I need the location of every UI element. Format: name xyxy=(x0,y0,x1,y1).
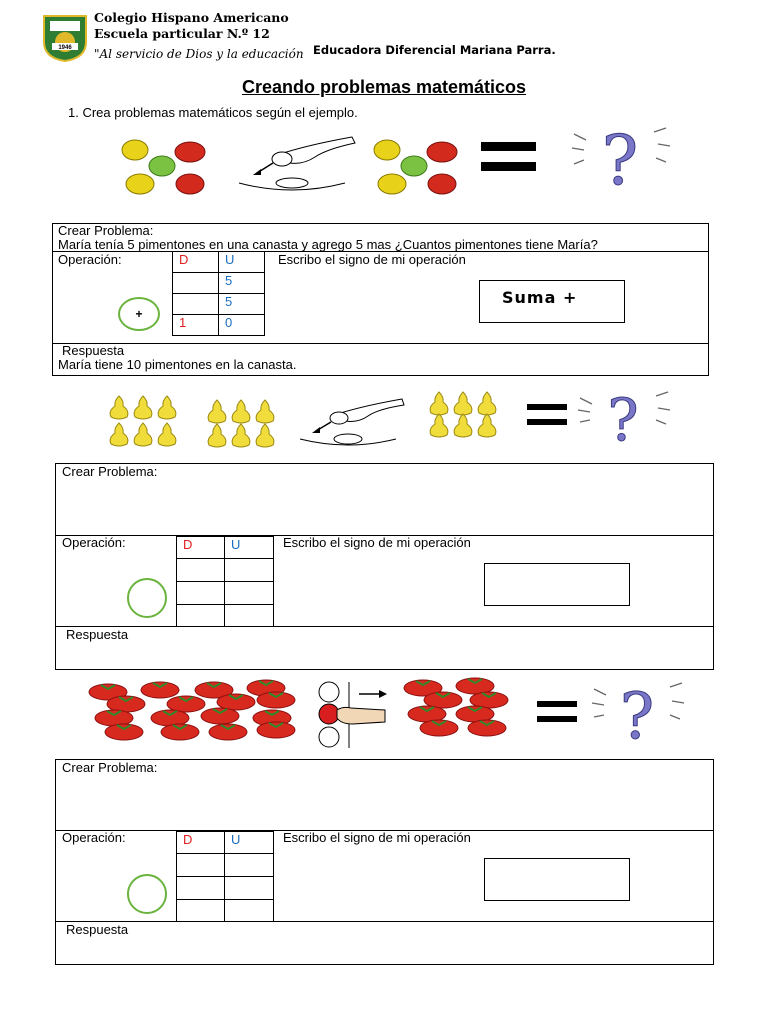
sign-prompt: Escribo el signo de mi operación xyxy=(278,252,466,267)
question-mark-icon xyxy=(576,386,671,454)
school-subtitle: Escuela particular N.º 12 xyxy=(94,26,270,41)
pear-icon xyxy=(208,400,226,423)
pear-icon xyxy=(256,424,274,447)
du-cell-d[interactable] xyxy=(177,559,225,582)
du-table[interactable] xyxy=(176,536,274,627)
question-mark-icon xyxy=(570,122,670,201)
du-cell-d[interactable] xyxy=(177,854,225,877)
tomato-icon xyxy=(420,720,458,736)
school-logo xyxy=(42,14,88,62)
tomato-icon xyxy=(151,710,189,726)
school-name: Colegio Hispano Americano xyxy=(94,10,289,25)
pear-icon xyxy=(478,392,496,415)
du-cell-u[interactable] xyxy=(225,582,274,605)
operation-sign-circle xyxy=(118,297,160,331)
sign-answer-box[interactable] xyxy=(484,858,630,901)
respuesta-label: Respuesta xyxy=(66,922,129,937)
hand-pushing-icon xyxy=(313,682,389,748)
pear-icon xyxy=(158,423,176,446)
du-header-d: D xyxy=(177,537,225,559)
problem-text: María tenía 5 pimentones en una canasta y agrego 5 mas ¿Cuantos pimentones tiene María? xyxy=(58,237,598,252)
hand-placing-icon xyxy=(237,135,357,197)
du-cell-u[interactable] xyxy=(225,605,274,627)
tomato-icon xyxy=(161,724,199,740)
tomato-icon xyxy=(257,722,295,738)
question-mark-icon xyxy=(590,680,685,754)
pear-icon xyxy=(208,424,226,447)
instruction-text: 1. Crea problemas matemáticos según el ejemplo. xyxy=(68,105,358,120)
crear-problema-label: Crear Problema: xyxy=(62,464,158,479)
du-cell-u[interactable] xyxy=(225,900,274,922)
du-cell-d: 1 xyxy=(173,315,219,336)
tomato-icon xyxy=(105,724,143,740)
pears-group-3 xyxy=(426,392,504,438)
circle-sign: + xyxy=(135,307,143,321)
operacion-label: Operación: xyxy=(58,252,122,267)
pear-icon xyxy=(232,400,250,423)
du-table[interactable] xyxy=(176,831,274,922)
teacher-name: Educadora Diferencial Mariana Parra. xyxy=(313,43,556,57)
du-table xyxy=(172,251,265,336)
operacion-label: Operación: xyxy=(62,830,126,845)
crear-problema-label: Crear Problema: xyxy=(58,223,154,238)
du-cell-u: 5 xyxy=(219,294,265,315)
school-motto: "Al servicio de Dios y la educación xyxy=(94,47,304,61)
du-cell-d xyxy=(173,273,219,294)
pear-icon xyxy=(232,424,250,447)
du-header-u: U xyxy=(225,832,274,854)
pear-icon xyxy=(454,392,472,415)
sign-answer-box xyxy=(479,280,625,323)
tomato-icon xyxy=(95,710,133,726)
du-cell-d xyxy=(173,294,219,315)
divider xyxy=(55,626,714,627)
page-title: Creando problemas matemáticos xyxy=(241,77,527,97)
tomato-icon xyxy=(257,692,295,708)
du-cell-u[interactable] xyxy=(225,854,274,877)
svg-text:?: ? xyxy=(619,680,655,754)
du-header-d: D xyxy=(177,832,225,854)
sign-prompt: Escribo el signo de mi operación xyxy=(283,535,471,550)
peppers-group-1 xyxy=(120,136,215,198)
pear-icon xyxy=(454,414,472,437)
hand-placing-icon xyxy=(298,397,406,449)
du-cell-u[interactable] xyxy=(225,559,274,582)
sign-prompt: Escribo el signo de mi operación xyxy=(283,830,471,845)
operacion-label: Operación: xyxy=(62,535,126,550)
du-header-u: U xyxy=(219,252,265,273)
equals-icon xyxy=(527,404,567,426)
operation-sign-circle[interactable] xyxy=(127,578,167,618)
pear-icon xyxy=(430,414,448,437)
du-cell-u[interactable] xyxy=(225,877,274,900)
svg-text:?: ? xyxy=(607,386,639,454)
svg-text:?: ? xyxy=(601,122,639,201)
pears-group-2 xyxy=(204,398,282,450)
tomato-icon xyxy=(468,720,506,736)
du-cell-d[interactable] xyxy=(177,877,225,900)
pears-group-1 xyxy=(106,394,184,450)
respuesta-label: Respuesta xyxy=(66,627,129,642)
du-header-d: D xyxy=(173,252,219,273)
crear-problema-label: Crear Problema: xyxy=(62,760,158,775)
du-header-u: U xyxy=(225,537,274,559)
divider xyxy=(52,343,709,344)
pear-icon xyxy=(134,396,152,419)
pear-icon xyxy=(134,423,152,446)
tomato-icon xyxy=(141,682,179,698)
du-cell-u: 5 xyxy=(219,273,265,294)
du-cell-d[interactable] xyxy=(177,582,225,605)
svg-text:1946: 1946 xyxy=(58,45,72,51)
pear-icon xyxy=(158,396,176,419)
pear-icon xyxy=(256,400,274,423)
tomatoes-group-1 xyxy=(86,680,298,746)
pear-icon xyxy=(110,396,128,419)
tomatoes-group-2 xyxy=(403,678,509,740)
du-cell-d[interactable] xyxy=(177,900,225,922)
operation-sign-circle[interactable] xyxy=(127,874,167,914)
pear-icon xyxy=(110,423,128,446)
divider xyxy=(55,921,714,922)
equals-icon xyxy=(537,701,577,723)
equals-icon xyxy=(481,142,536,172)
du-cell-u: 0 xyxy=(219,315,265,336)
du-cell-d[interactable] xyxy=(177,605,225,627)
pear-icon xyxy=(430,392,448,415)
sign-answer-box[interactable] xyxy=(484,563,630,606)
tomato-icon xyxy=(209,724,247,740)
respuesta-text: María tiene 10 pimentones en la canasta. xyxy=(58,357,297,372)
respuesta-label: Respuesta xyxy=(62,343,125,358)
pear-icon xyxy=(478,414,496,437)
sign-answer: Suma + xyxy=(502,288,578,307)
peppers-group-2 xyxy=(372,136,467,198)
tomato-icon xyxy=(201,708,239,724)
